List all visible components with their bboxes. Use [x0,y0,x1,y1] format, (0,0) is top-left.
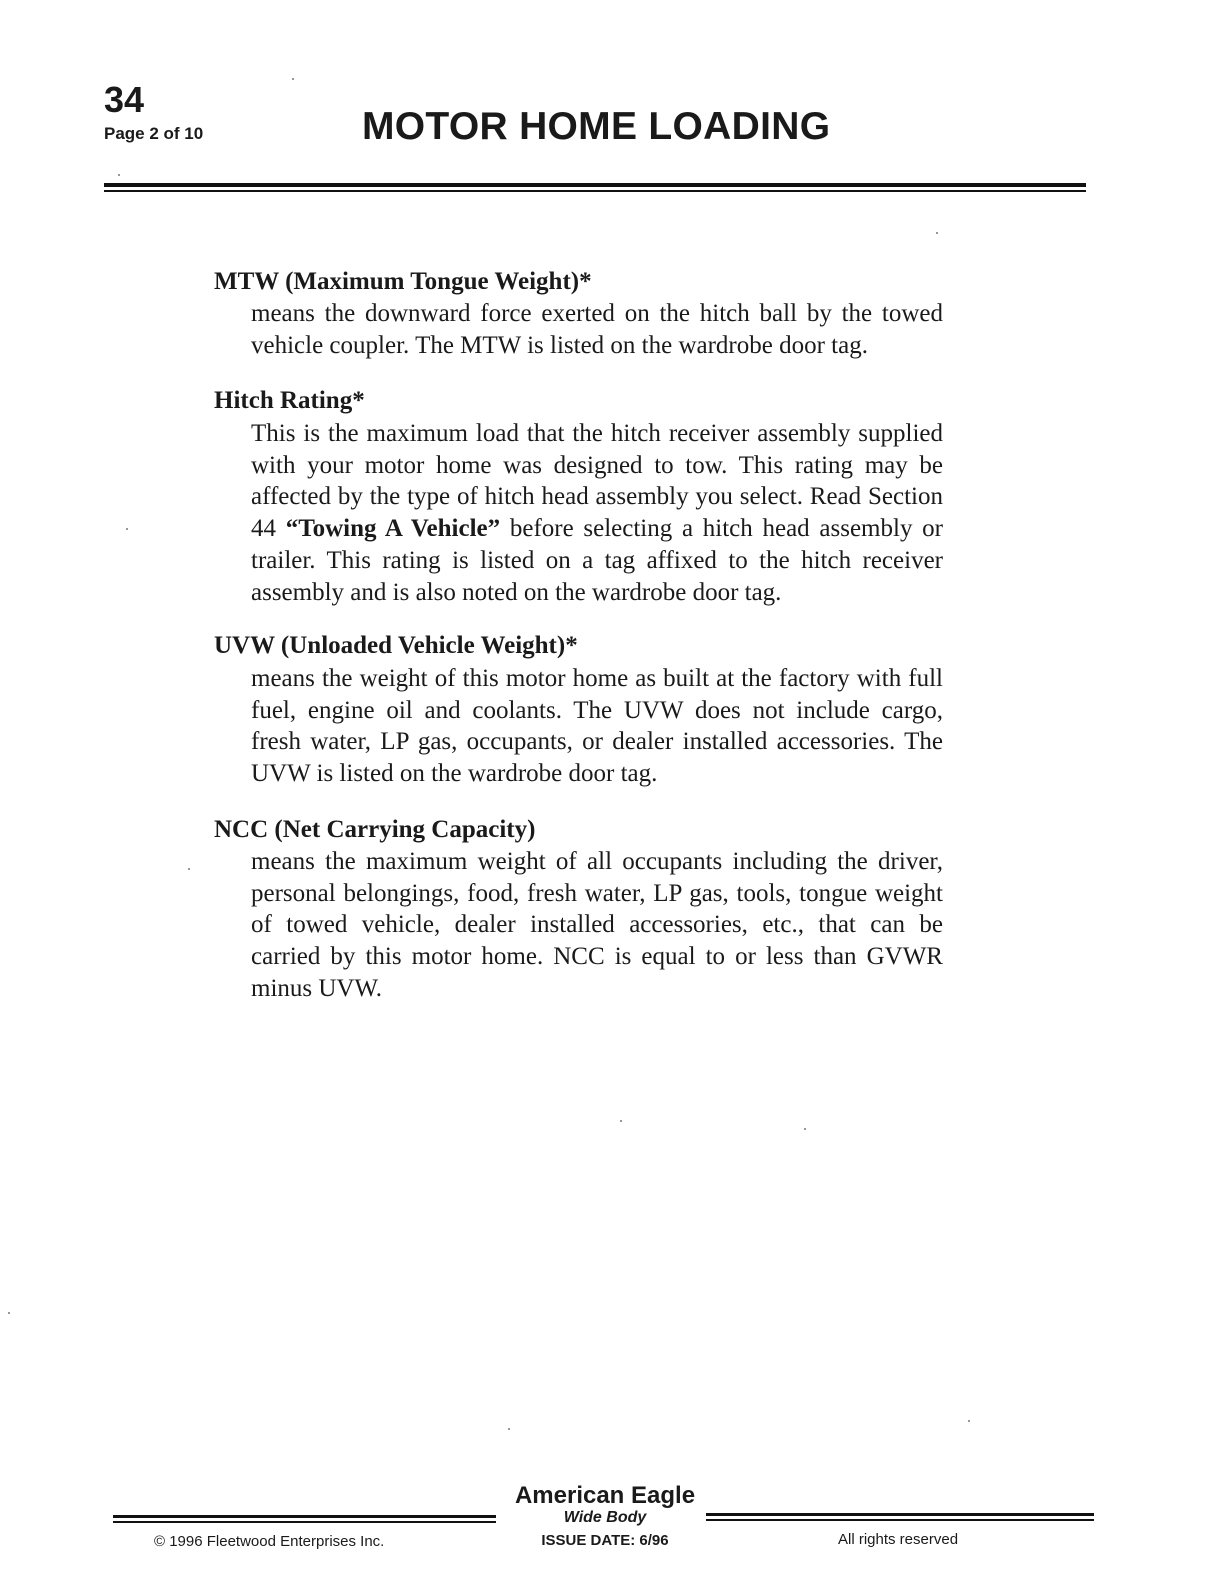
scan-speck [936,232,938,234]
definition-uvw: means the weight of this motor home as built at the factory with full fuel, engine oil and coolants. The UVW does not include cargo, fresh water, LP gas, occupants, or dealer installed accessories. The UVW is listed on the wardrobe door tag. [251,665,943,788]
scan-speck [292,78,294,80]
towing-section-reference: “Towing A Vehicle” [285,515,501,543]
scan-speck [126,528,128,530]
section-number: 34 [104,79,145,120]
footer-brand: American Eagle [514,1482,696,1509]
scan-speck [8,1312,10,1314]
page-title: MOTOR HOME LOADING [362,105,831,148]
scan-speck [968,1420,970,1422]
term-uvw: UVW (Unloaded Vehicle Weight)* [214,632,578,659]
page-indicator: Page 2 of 10 [104,124,204,143]
term-mtw: MTW (Maximum Tongue Weight)* [214,268,592,295]
definition-hitch-rating-text-before: This is the maximum load that the hitch receiver assembly supplied with your motor home was designed to tow. This rating may be affected by the type of hitch head assembly you select. Read Section 44 [251,420,943,543]
header-rule-top [104,183,1086,187]
scan-speck [620,1120,622,1122]
term-hitch-rating: Hitch Rating* [214,387,365,414]
footer-rights: All rights reserved [838,1531,959,1548]
header-rule-bottom [104,190,1086,192]
definition-mtw: means the downward force exerted on the hitch ball by the towed vehicle coupler. The MTW is listed on the wardrobe door tag. [251,300,943,359]
footer-copyright: © 1996 Fleetwood Enterprises Inc. [154,1533,385,1550]
scan-speck [508,1428,510,1430]
footer-model: Wide Body [563,1509,647,1526]
definition-hitch-rating-text-after: before selecting a hitch head assembly or trailer. This rating is listed on a tag affixed to the hitch receiver assembly and is also noted on the wardrobe door tag. [251,515,943,606]
scan-speck [188,868,190,870]
definition-ncc: means the maximum weight of all occupants including the driver, personal belongings, food, fresh water, LP gas, tools, tongue weight of towed vehicle, dealer installed accessories, etc., that can be carried by this motor home. NCC is equal to or less than GVWR minus UVW. [251,848,943,1002]
definition-hitch-rating [251,418,943,608]
scan-speck [804,1128,806,1130]
footer-issue-date: ISSUE DATE: 6/96 [541,1532,669,1549]
term-ncc: NCC (Net Carrying Capacity) [214,816,536,843]
scan-speck [118,174,120,176]
